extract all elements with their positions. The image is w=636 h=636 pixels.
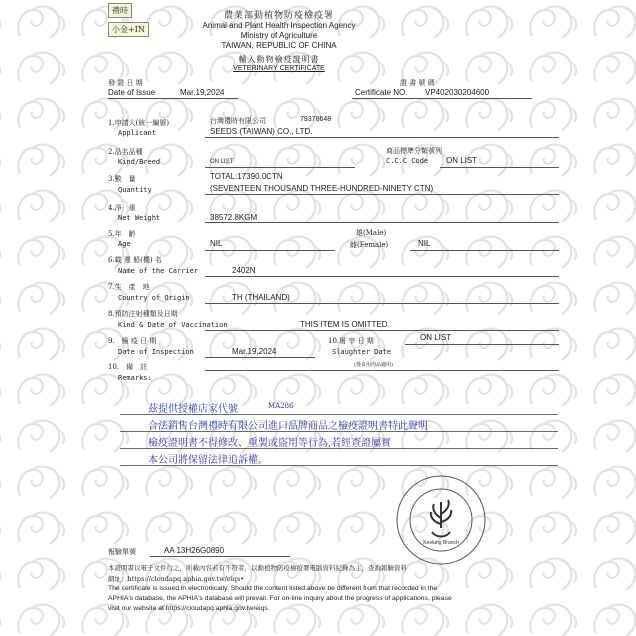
ccc-label-en: C.C.C Code: [386, 157, 429, 165]
quantity-label-en: Quantity: [118, 186, 152, 194]
remarks-label-zh: 10. 備 註: [108, 363, 148, 371]
issue-date-en: Date of Issue: [108, 88, 156, 97]
remarks-line-4: 本公司將保留法律追訴權。: [148, 455, 268, 466]
cert-no-value: VP402030204600: [425, 88, 490, 97]
kind-label-zh: 2.品名品種: [108, 148, 143, 156]
tag-second: 小金+IN: [108, 22, 149, 37]
carrier-value: 2402N: [232, 266, 256, 275]
doc-title-en: VETERINARY CERTIFICATE: [233, 65, 325, 72]
seal-center-text: Keelung Branch: [423, 540, 459, 546]
applicant-value: SEEDS (TAIWAN) CO., LTD.: [210, 127, 313, 136]
vaccination-label-zh: 8.預防注射種類及日期: [108, 310, 178, 318]
remarks-label-en: Remarks:: [118, 374, 152, 382]
inspection-label-zh: 9. 檢 疫 日 期: [108, 337, 157, 345]
slaughter-label-en: Slaughter Date: [332, 348, 392, 356]
remarks-line-1: 茲提供授權店家代號: [148, 404, 238, 415]
footer-zh-line-1: 本證明書以電子文件行之，所載內容若有不符者，以動植物防疫檢疫署電腦資料紀錄為主，查詢報驗資料: [108, 564, 407, 572]
country-en: TAIWAN, REPUBLIC OF CHINA: [221, 41, 337, 50]
agency-zh: 農業部動植物防疫檢疫署: [223, 11, 334, 21]
remarks-line-3: 檢疫證明書不得修改、重製或盜用等行為,若經查證屬實: [148, 438, 392, 449]
footer-en-line-3: visit our website at https://cloudapq.aphia.gov.tw/eiqs.: [108, 605, 270, 612]
applicant-tax-id: 79378648: [300, 116, 332, 123]
inspection-label-en: Date of Inspection: [118, 348, 194, 356]
report-no-value: AA 13H26G0890: [164, 546, 225, 555]
sex-male-label: 雄(Male): [356, 229, 387, 237]
kind-label-en: Kind/Breed: [118, 158, 161, 166]
carrier-label-zh: 6.載 運 船(機) 名: [108, 256, 162, 264]
footer-en-line-1: The certificate is issued in electronically. Should the content listed above be different from that recorded in the: [108, 585, 438, 592]
tag-top: 禮時: [108, 3, 132, 18]
slaughter-value: ON LIST: [420, 333, 452, 342]
remarks-line-2: 合法銷售台灣禮時有限公司進口品牌商品之檢疫證明書特此聲明: [148, 421, 428, 432]
applicant-label-zh: 1.申請人(統一編號): [108, 119, 170, 127]
quantity-value-total: TOTAL:17390.0CTN: [210, 172, 283, 181]
doc-title-zh: 輸入動物檢疫證明書: [238, 55, 320, 64]
kind-value: ON LIST: [210, 159, 234, 165]
report-no-label: 報驗單號: [108, 548, 136, 556]
quantity-label-zh: 3.數 量: [108, 175, 136, 183]
age-label-en: Age: [118, 240, 131, 248]
vaccination-label-en: Kind & Date of Vaccination: [118, 321, 228, 329]
cert-no-zh: 證 書 號 碼: [400, 79, 435, 87]
ministry-en: Ministry of Agriculture: [240, 31, 318, 40]
net-weight-label-en: Net Weight: [118, 214, 161, 222]
ccc-value: ON LIST: [446, 156, 478, 165]
age-value: NIL: [210, 239, 223, 248]
ccc-label-zh: 商品標準分類號列: [386, 147, 442, 155]
slaughter-note: (僅食用肉品適用): [354, 362, 393, 368]
sex-female-label: 雌(Female): [350, 241, 389, 249]
origin-value: TH (THAILAND): [232, 293, 290, 302]
quantity-value-words: (SEVENTEEN THOUSAND THREE-HUNDRED-NINETY CTN): [210, 184, 434, 193]
slaughter-label-zh: 10.屠 宰 日 期: [328, 337, 374, 345]
origin-label-zh: 7.生 產 地: [108, 283, 150, 291]
net-weight-label-zh: 4.淨 重: [108, 204, 136, 212]
sex-value: NIL: [418, 239, 431, 248]
carrier-label-en: Name of the Carrier: [118, 267, 199, 275]
vaccination-value: THIS ITEM IS OMITTED.: [300, 320, 390, 329]
inspection-value: Mar.19,2024: [232, 347, 277, 356]
issue-date-zh: 發 證 日 期: [108, 79, 143, 87]
official-seal: [376, 474, 506, 566]
issue-date-value: Mar.19,2024: [180, 88, 225, 97]
applicant-name-zh: 台灣禮時有限公司: [210, 117, 266, 125]
net-weight-value: 38572.8KGM: [210, 213, 258, 222]
remarks-code: MA286: [268, 402, 294, 410]
agency-en: Animal and Plant Health Inspection Agency: [202, 21, 356, 30]
age-label-zh: 5.年 齡: [108, 230, 136, 238]
cert-no-en: Certificate NO.: [355, 88, 408, 97]
footer-zh-line-2: 網址：https://cloudapq.aphia.gov.tw/eiqs•: [108, 575, 245, 583]
footer-en-line-2: APHIA's database, the APHIA's database will prevail. For on-line inquiry about the progress of applications, please: [108, 595, 452, 602]
origin-label-en: Country of Origin: [118, 294, 190, 302]
applicant-label-en: Applicant: [118, 129, 156, 137]
